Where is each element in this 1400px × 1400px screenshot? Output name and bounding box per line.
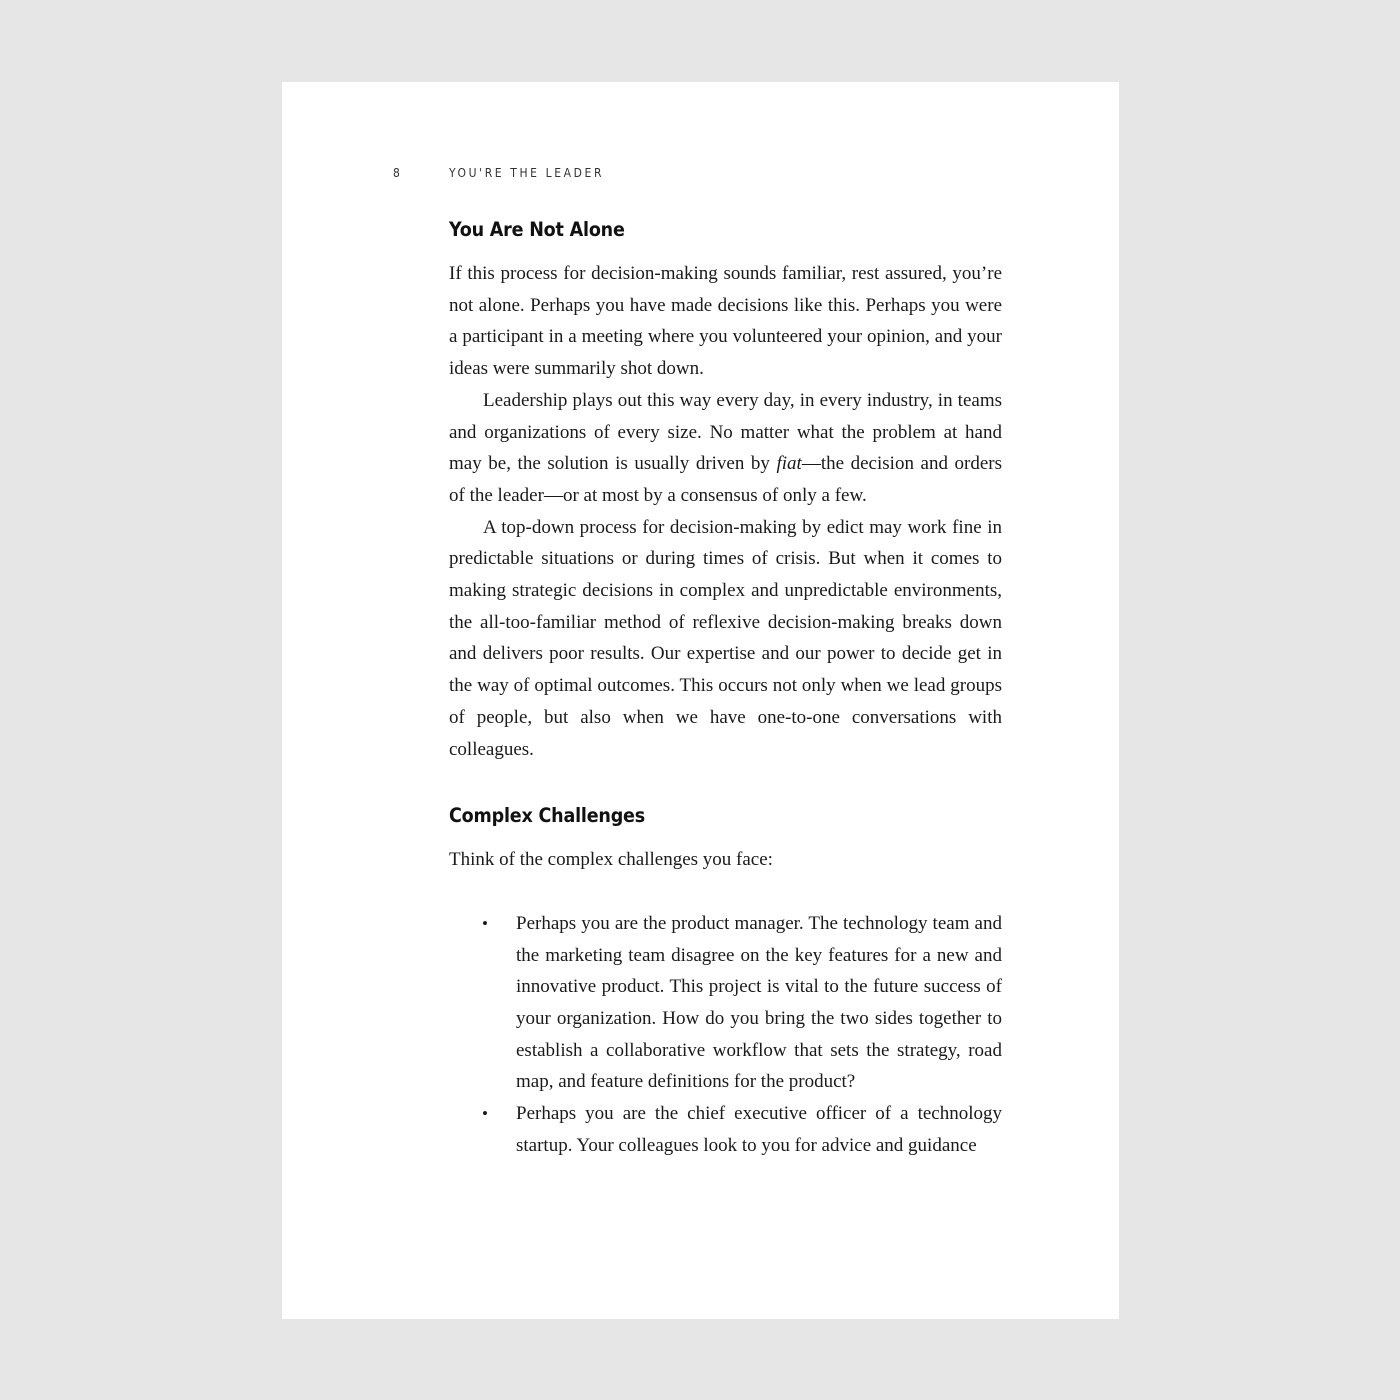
paragraph-2	[449, 385, 1002, 512]
challenge-list	[449, 908, 1002, 1162]
section-heading-not-alone: You Are Not Alone	[449, 218, 625, 241]
running-title: YOU'RE THE LEADER	[449, 166, 605, 180]
paragraph-2-text-after: —the decision and orders of the leader—or at most by a consensus of only a few.	[449, 453, 1002, 506]
list-item	[449, 908, 1002, 1098]
running-head	[0, 166, 1400, 184]
list-item-text: Perhaps you are the chief executive officer of a technology startup. Your colleagues look to you for advice and guidance	[516, 1103, 1002, 1156]
bullet-icon: •	[482, 1104, 488, 1124]
paragraph-1: If this process for decision-making sounds familiar, rest assured, you’re not alone. Perhaps you have made decisions like this. Perhaps you were a participant in a meeting where you volunteered your opinion, and your ideas were summarily shot down.	[449, 263, 1002, 380]
page-content	[449, 210, 1002, 1162]
page-number: 8	[393, 166, 403, 180]
bullet-icon: •	[482, 913, 488, 933]
list-item-text: Perhaps you are the product manager. The technology team and the marketing team disagree on the key features for a new and innovative product. This project is vital to the future success of your organization. How do you bring the two sides together to establish a collaborative workflow that sets the strategy, road map, and feature definitions for the product?	[516, 912, 1002, 1093]
paragraph-2-text-before: Leadership plays out this way every day, in every industry, in teams and organizations of every size. No matter what the problem at hand may be, the solution is usually driven by	[449, 389, 1002, 475]
paragraph-2-emphasis: fiat	[776, 453, 802, 475]
list-item	[449, 1098, 1002, 1161]
paragraph-3: A top-down process for decision-making by edict may work fine in predictable situations or during times of crisis. But when it comes to making strategic decisions in complex and unpredictable environments, the all-too-familiar method of reflexive decision-making breaks down and delivers poor results. Our expertise and our power to decide get in the way of optimal outcomes. This occurs not only when we lead groups of people, but also when we have one-to-one conversations with colleagues.	[449, 516, 1002, 760]
section-heading-complex-challenges: Complex Challenges	[449, 804, 646, 828]
intro-paragraph: Think of the complex challenges you face:	[449, 849, 773, 871]
